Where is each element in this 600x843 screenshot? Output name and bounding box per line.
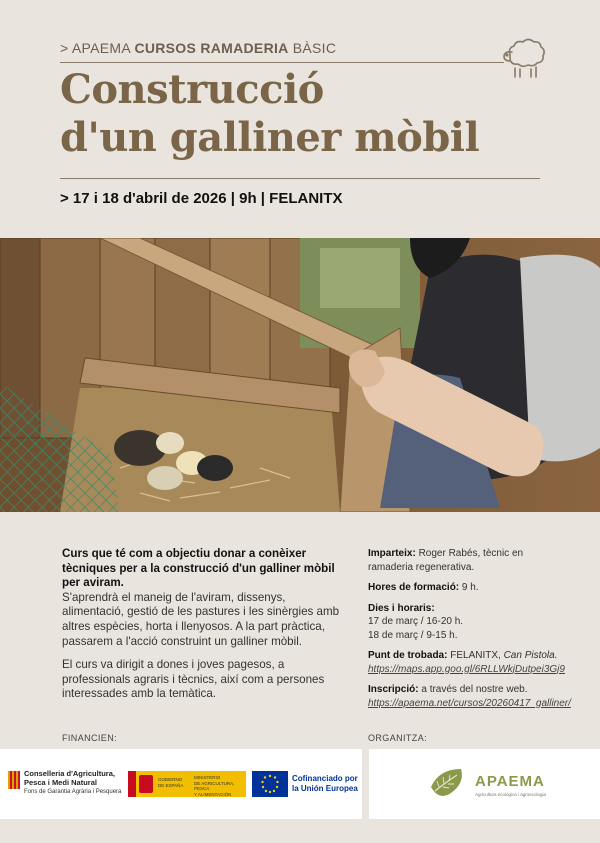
page-title [60,66,479,162]
map-link[interactable]: https://maps.app.goo.gl/6RLLWkjDutpei3Gj9 [368,663,565,675]
description-body-1: S'aprendrà el maneig de l'aviram, dissenys, alimentació, gestió de les pastures i les sinèrgies amb altres espècies, horta i llenyosos. A la part pràctica, passarem a l'acció construint un galliner mòbil. [62,590,340,648]
title-line-1: Construcció [60,66,324,113]
schedule-label: Dies i horaris: [368,602,435,614]
apaema-tagline: Agricultura ecològica i agroecologia [475,792,547,797]
meeting-place: Can Pistola. [503,650,558,661]
signup-link[interactable]: https://apaema.net/cursos/20260417_galliner/ [368,697,571,709]
course-details [368,547,571,717]
hours-value: 9 h. [459,582,479,593]
eu-flag-icon [252,771,288,797]
hero-photo [0,238,600,512]
funders-logos [0,749,362,819]
schedule-day-2: 18 de març / 9-15 h. [368,629,458,641]
eu-cofinance-text: Cofinanciado por la Unión Europea [292,774,358,793]
top-divider [60,62,504,63]
title-line-2: d'un galliner mòbil [60,114,480,161]
funders-label: FINANCIEN: [62,733,118,743]
organizer-logo [369,749,600,819]
hours-info [368,581,568,595]
teacher-info [368,547,568,574]
balearic-flag-icon [8,771,20,789]
gobierno-espana-logo: GOBIERNO DE ESPAÑA MINISTERIO DE AGRICULTURA, PESCA Y ALIMENTACIÓN [128,771,246,797]
course-description [62,547,348,711]
sheep-icon [500,34,548,80]
signup-value: a través del nostre web. [418,684,528,695]
spain-flag-stripe [128,771,136,797]
schedule-day-1: 17 de març / 16-20 h. [368,616,464,627]
date-location: > 17 i 18 d'abril de 2026 | 9h | FELANITX [60,190,343,207]
meeting-value: FELANITX, [447,650,504,661]
teacher-value: Roger Rabés, tècnic en ramaderia regenerativa. [368,548,524,573]
title-divider [60,178,540,179]
hours-label: Hores de formació: [368,582,460,593]
apaema-wordmark: APAEMA [475,773,545,790]
signup-info [368,683,571,710]
schedule-info [368,602,568,643]
apaema-leaf-icon [427,765,471,801]
signup-label: Inscripció: [368,684,419,695]
kicker-prefix: > APAEMA [60,40,135,56]
kicker-bold: CURSOS RAMADERIA [134,40,289,56]
description-lead: Curs que té com a objectiu donar a conèixer tècniques per a la construcció d'un galliner mòbil per aviram. [62,547,335,590]
organizer-label: ORGANITZA: [368,733,428,743]
teacher-label: Imparteix: [368,548,416,559]
course-category [60,40,336,56]
conselleria-logo: Conselleria d'Agricultura, Pesca i Medi Natural Fons de Garantia Agrària i Pesquera [24,769,122,795]
coat-of-arms-icon [139,775,153,793]
meeting-label: Punt de trobada: [368,650,448,661]
kicker-suffix: BÀSIC [288,40,337,56]
meeting-info [368,649,568,676]
description-body-2: El curs va dirigit a dones i joves pagesos, a professionals agraris i tècnics, així com a persones interessades amb la temàtica. [62,658,325,701]
